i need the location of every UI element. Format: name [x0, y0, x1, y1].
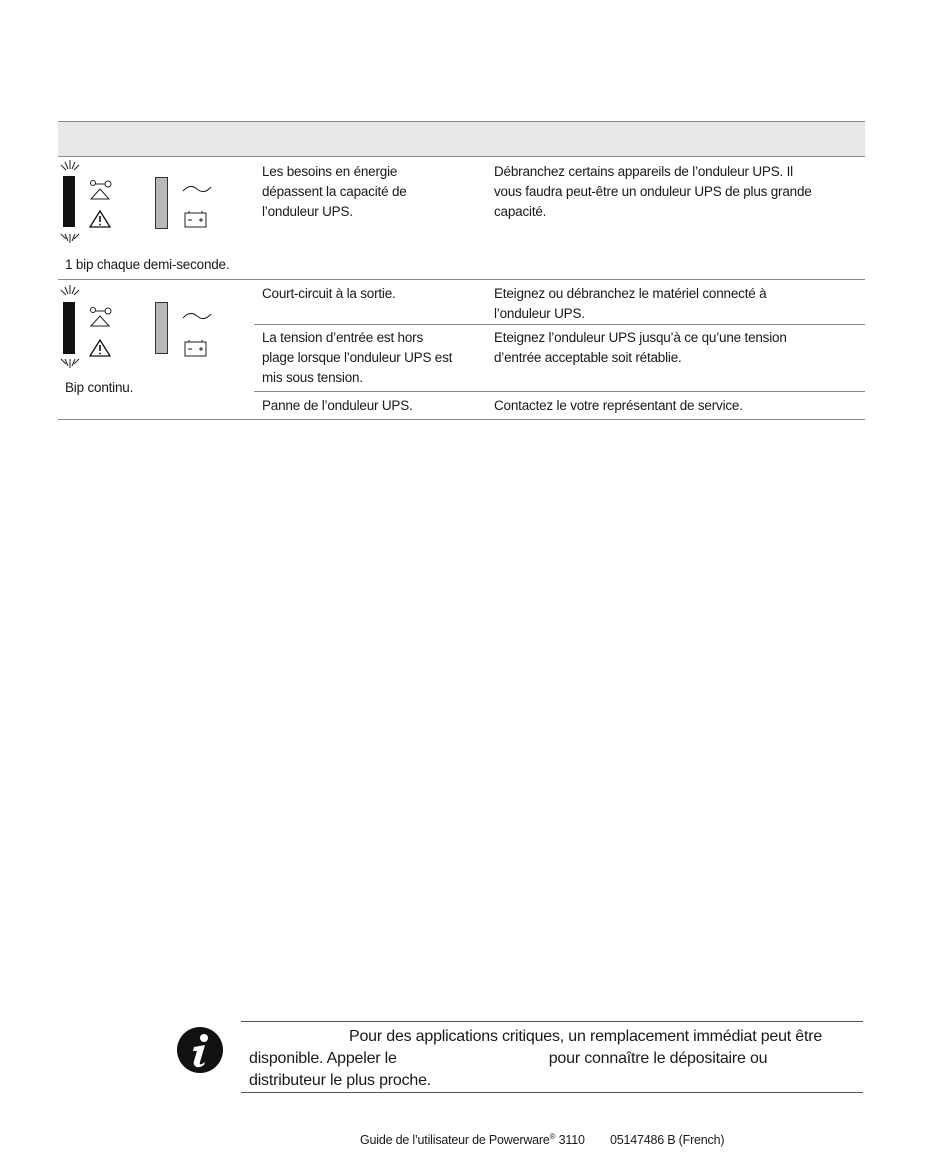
ac-sine-icon	[182, 310, 212, 322]
bypass-switch-icon	[88, 179, 114, 201]
status-indicator-dark	[63, 302, 75, 354]
cause-text: Court-circuit à la sortie.	[262, 286, 396, 301]
battery-icon	[183, 338, 209, 358]
table-header	[58, 121, 865, 157]
blink-rays-icon	[60, 284, 80, 296]
footer-model: 3110	[555, 1133, 585, 1148]
cause-text: Panne de l’onduleur UPS.	[262, 398, 413, 413]
note-text: Pour des applications critiques, un remplacement immédiat peut être disponible. Appeler le pour connaître le dépositaire ou distributeur le plus proche.	[249, 1028, 823, 1089]
page-footer: Guide de l’utilisateur de Powerware® 3110 05147486 B (French)	[360, 1132, 725, 1148]
cause-text: Les besoins en énergie dépassent la capacité de l’onduleur UPS.	[262, 164, 407, 219]
warning-triangle-icon	[88, 209, 112, 229]
battery-icon	[183, 209, 209, 229]
status-indicator-gray	[155, 177, 168, 229]
table-row	[58, 280, 865, 420]
note-box	[241, 1021, 863, 1093]
action-text: Eteignez ou débranchez le matériel connecté à l’onduleur UPS.	[494, 286, 767, 321]
table-row	[58, 157, 865, 280]
alarm-table	[58, 121, 865, 420]
row-divider	[254, 324, 865, 325]
ac-sine-icon	[182, 183, 212, 195]
beep-pattern: Bip continu.	[65, 380, 134, 395]
info-icon	[176, 1026, 224, 1074]
row-divider	[254, 391, 865, 392]
symbol-cell	[58, 280, 254, 419]
status-indicator-gray	[155, 302, 168, 354]
symbol-cell	[58, 157, 254, 279]
blink-rays-icon	[60, 233, 80, 245]
footer-title: Guide de l’utilisateur de Powerware	[360, 1133, 550, 1148]
action-text: Débranchez certains appareils de l’onduleur UPS. Il vous faudra peut-être un onduleur UPS de plus grande capacité.	[494, 164, 812, 219]
bypass-switch-icon	[88, 306, 114, 328]
footer-doc-code: 05147486 B (French)	[609, 1133, 725, 1148]
action-text: Eteignez l’onduleur UPS jusqu’à ce qu’une tension d’entrée acceptable soit rétablie.	[494, 330, 787, 365]
blink-rays-icon	[60, 159, 80, 171]
beep-pattern: 1 bip chaque demi-seconde.	[65, 257, 230, 272]
status-indicator-dark	[63, 176, 75, 227]
blink-rays-icon	[60, 358, 80, 370]
action-text: Contactez le votre représentant de service.	[494, 398, 743, 413]
cause-text: La tension d’entrée est hors plage lorsque l’onduleur UPS est mis sous tension.	[262, 330, 453, 385]
warning-triangle-icon	[88, 338, 112, 358]
